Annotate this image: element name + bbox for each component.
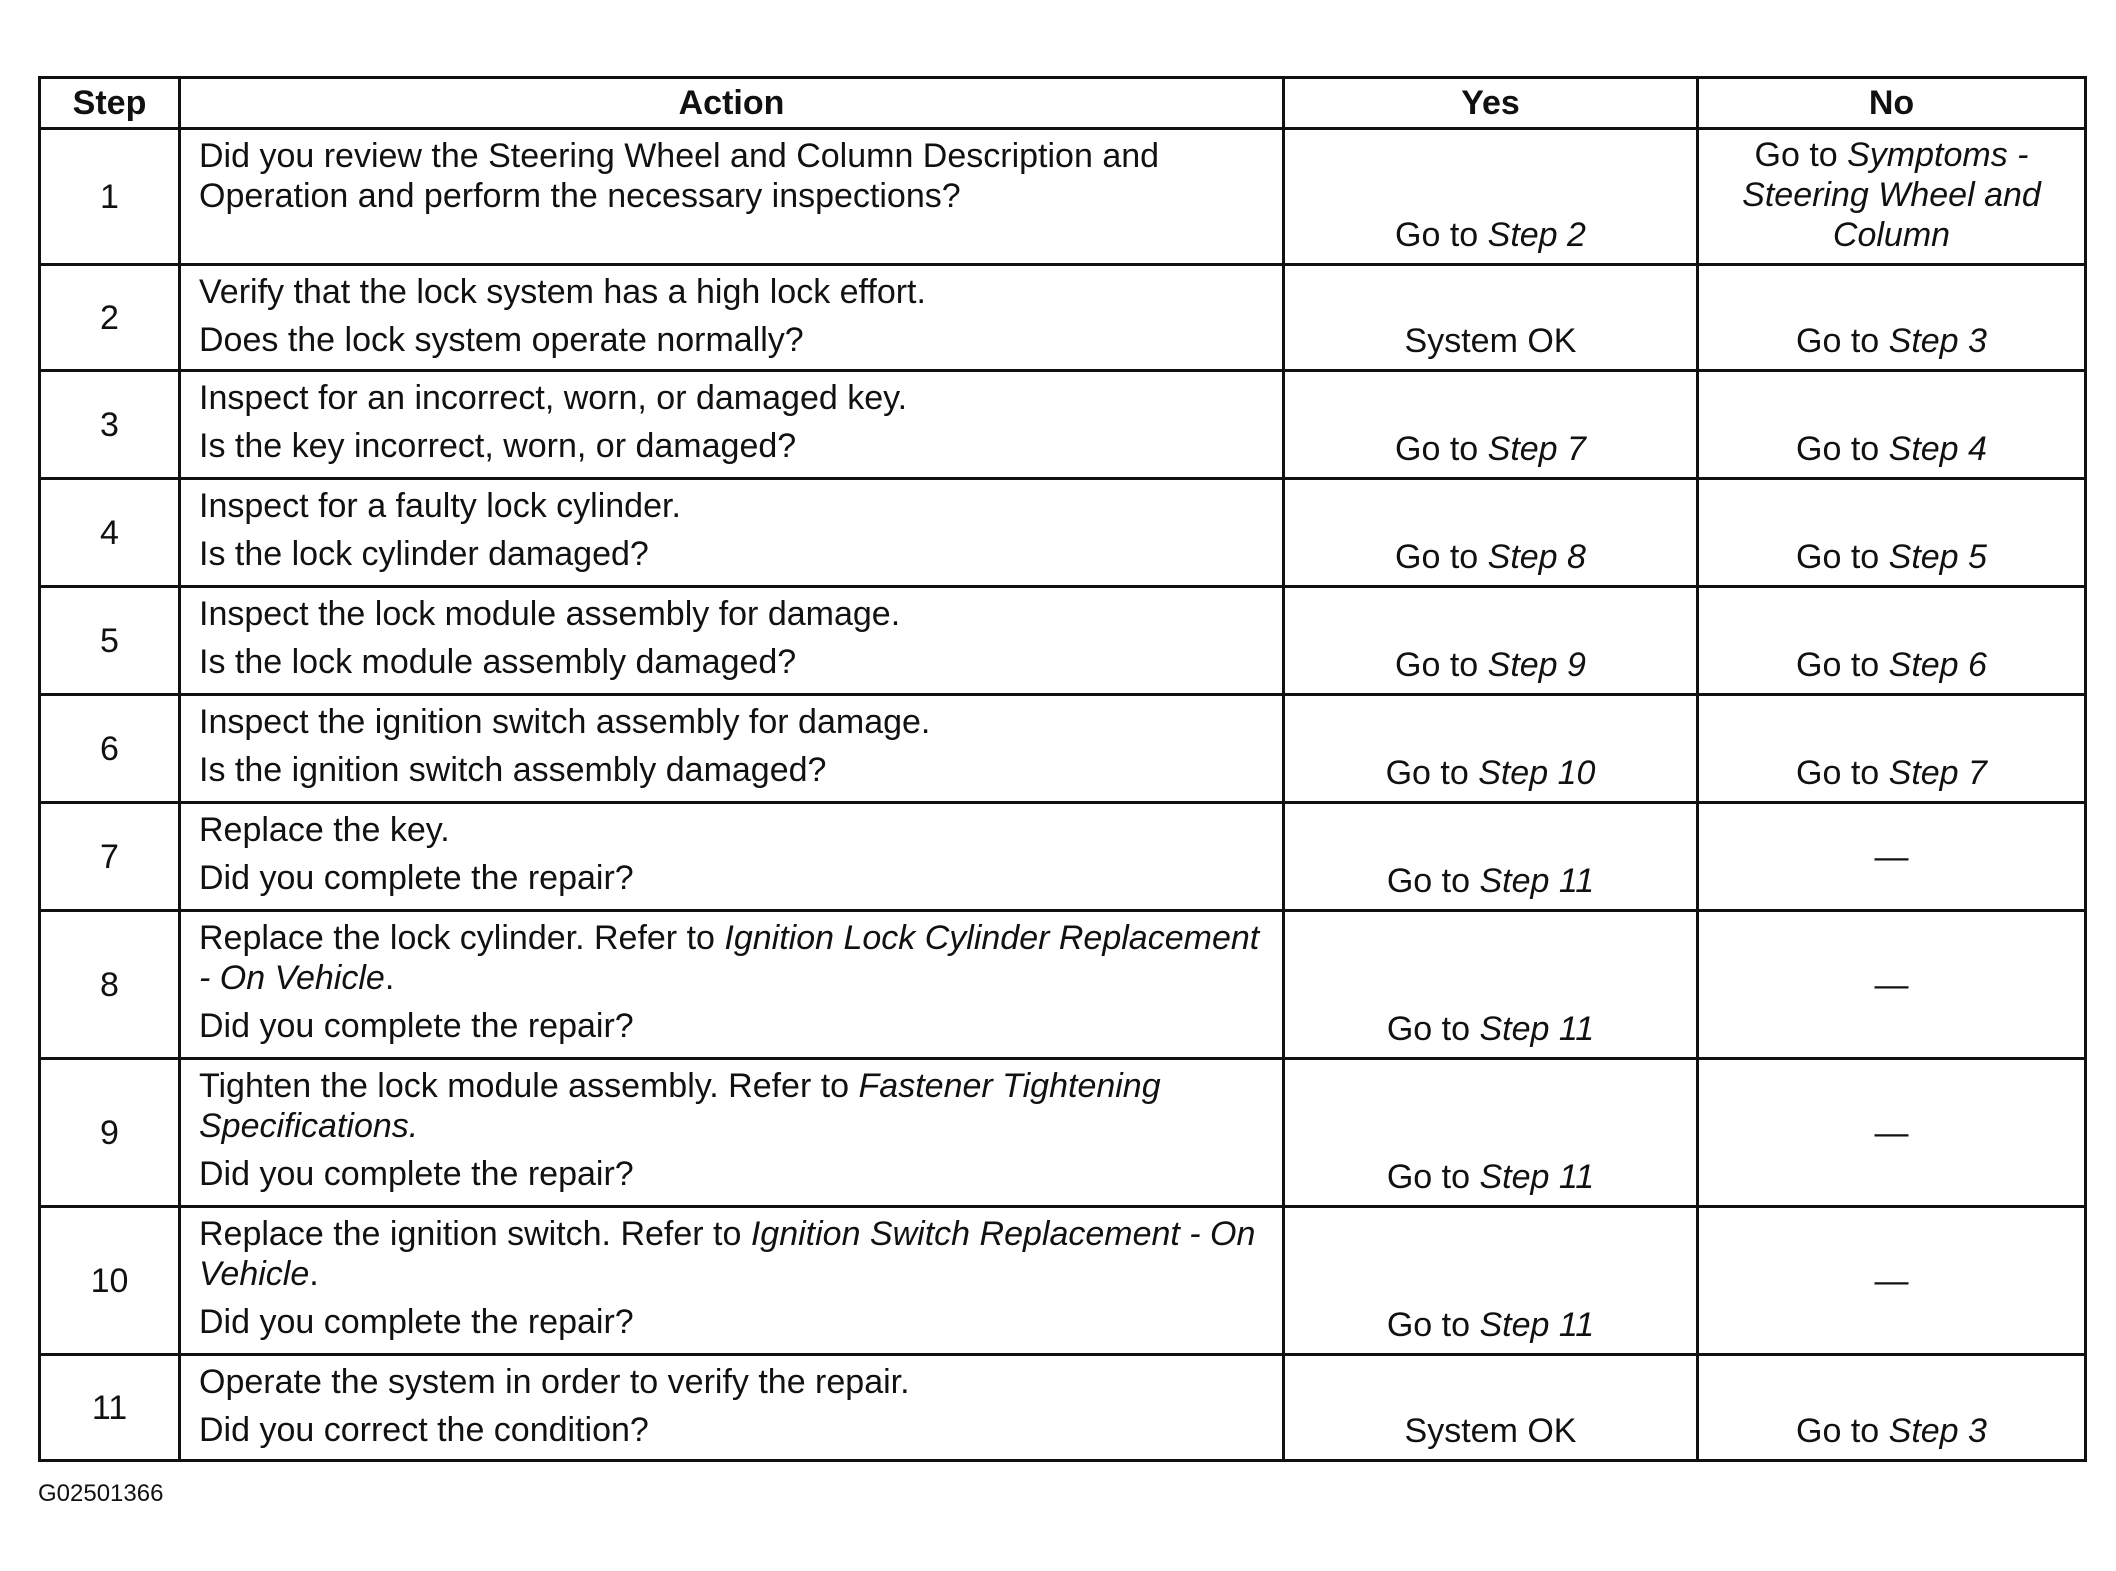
text-segment: Is the lock cylinder damaged? (199, 535, 649, 573)
no-result (1698, 587, 2086, 695)
step-number: 10 (40, 1207, 180, 1355)
step-number: 8 (40, 911, 180, 1059)
text-segment: Inspect for an incorrect, worn, or damaged key. (199, 379, 908, 417)
action-cell (180, 1355, 1284, 1461)
action-instruction (199, 810, 1270, 850)
table-row (40, 129, 2086, 265)
text-segment: Go to (1386, 1306, 1480, 1344)
table-row (40, 911, 2086, 1059)
text-segment: Did you complete the repair? (199, 1155, 634, 1193)
step-number: 5 (40, 587, 180, 695)
text-segment: Go to (1395, 646, 1488, 684)
text-segment: Did you complete the repair? (199, 859, 634, 897)
yes-result (1284, 1207, 1698, 1355)
header-row (40, 78, 2086, 129)
action-cell (180, 1207, 1284, 1355)
action-instruction (199, 272, 1270, 312)
yes-result (1284, 479, 1698, 587)
step-number: 4 (40, 479, 180, 587)
text-segment: Inspect the ignition switch assembly for damage. (199, 703, 931, 741)
no-result (1698, 129, 2086, 265)
table-row (40, 265, 2086, 371)
text-segment: Go to (1386, 1158, 1480, 1196)
action-question (199, 858, 1270, 898)
text-segment: Is the ignition switch assembly damaged? (199, 751, 827, 789)
reference-text: Symptoms - Steering Wheel and Column (1742, 136, 2041, 254)
action-question (199, 1154, 1270, 1194)
text-segment: Did you complete the repair? (199, 1007, 634, 1045)
text-segment: Go to (1754, 136, 1848, 174)
step-number: 2 (40, 265, 180, 371)
text-segment: Did you correct the condition? (199, 1411, 649, 1449)
no-result (1698, 695, 2086, 803)
action-question (199, 1006, 1270, 1046)
yes-result (1284, 1059, 1698, 1207)
action-cell (180, 479, 1284, 587)
diagnostic-table (38, 76, 2087, 1462)
step-number: 7 (40, 803, 180, 911)
text-segment: Go to (1386, 1010, 1480, 1048)
action-cell (180, 695, 1284, 803)
no-result (1698, 1207, 2086, 1355)
yes-result (1284, 911, 1698, 1059)
text-segment: Inspect the lock module assembly for damage. (199, 595, 901, 633)
reference-text: Step 11 (1479, 1158, 1595, 1196)
reference-text: Step 10 (1478, 754, 1596, 792)
reference-text: Step 7 (1487, 430, 1586, 468)
text-segment: Replace the lock cylinder. Refer to (199, 919, 725, 957)
action-cell (180, 1059, 1284, 1207)
yes-result (1284, 265, 1698, 371)
no-result (1698, 479, 2086, 587)
action-instruction (199, 1362, 1270, 1402)
action-instruction (199, 378, 1270, 418)
text-segment: — (1874, 1261, 1909, 1300)
action-instruction (199, 136, 1270, 216)
table-row (40, 1059, 2086, 1207)
header-no: No (1698, 78, 2086, 129)
no-result (1698, 265, 2086, 371)
no-result (1698, 911, 2086, 1059)
table-row (40, 1207, 2086, 1355)
text-segment: Go to (1395, 430, 1488, 468)
action-question (199, 1302, 1270, 1342)
text-segment: System OK (1404, 1412, 1577, 1450)
text-segment: Go to (1796, 646, 1889, 684)
reference-text: Step 11 (1479, 862, 1595, 900)
reference-text: Step 4 (1888, 430, 1987, 468)
reference-text: Step 2 (1487, 216, 1586, 254)
action-cell (180, 587, 1284, 695)
table-row (40, 479, 2086, 587)
table-body (40, 129, 2086, 1461)
table-row (40, 1355, 2086, 1461)
no-result (1698, 1059, 2086, 1207)
text-segment: — (1874, 1113, 1909, 1152)
action-cell (180, 803, 1284, 911)
header-action: Action (180, 78, 1284, 129)
action-instruction (199, 702, 1270, 742)
text-segment: Go to (1385, 754, 1479, 792)
action-question (199, 750, 1270, 790)
text-segment: Inspect for a faulty lock cylinder. (199, 487, 681, 525)
reference-text: Step 5 (1888, 538, 1987, 576)
no-result (1698, 371, 2086, 479)
text-segment: Did you review the Steering Wheel and Column Description and Operation and perform the necessary inspections? (199, 137, 1160, 215)
text-segment: Replace the ignition switch. Refer to (199, 1215, 751, 1253)
action-instruction (199, 918, 1270, 998)
yes-result (1284, 371, 1698, 479)
reference-text: Step 3 (1888, 1412, 1987, 1450)
action-cell (180, 265, 1284, 371)
text-segment: Did you complete the repair? (199, 1303, 634, 1341)
step-number: 11 (40, 1355, 180, 1461)
reference-text: Step 11 (1479, 1306, 1595, 1344)
reference-text: Step 8 (1487, 538, 1586, 576)
action-question (199, 642, 1270, 682)
action-cell (180, 371, 1284, 479)
reference-text: Step 11 (1479, 1010, 1595, 1048)
text-segment: Operate the system in order to verify the repair. (199, 1363, 910, 1401)
step-number: 9 (40, 1059, 180, 1207)
text-segment: Does the lock system operate normally? (199, 321, 804, 359)
action-instruction (199, 1214, 1270, 1294)
step-number: 1 (40, 129, 180, 265)
action-cell (180, 129, 1284, 265)
text-segment: . (384, 959, 395, 997)
yes-result (1284, 695, 1698, 803)
table-row (40, 371, 2086, 479)
text-segment: Go to (1386, 862, 1480, 900)
text-segment: Is the lock module assembly damaged? (199, 643, 797, 681)
table-row (40, 695, 2086, 803)
yes-result (1284, 587, 1698, 695)
text-segment: Go to (1395, 216, 1488, 254)
text-segment: Replace the key. (199, 811, 450, 849)
reference-text: Step 6 (1888, 646, 1987, 684)
action-instruction (199, 594, 1270, 634)
reference-text: Ignition Switch Replacement - On Vehicle (199, 1215, 1256, 1293)
text-segment: — (1874, 965, 1909, 1004)
action-cell (180, 911, 1284, 1059)
header-step: Step (40, 78, 180, 129)
reference-text: Step 9 (1487, 646, 1586, 684)
step-number: 3 (40, 371, 180, 479)
reference-text: Step 3 (1888, 322, 1987, 360)
no-result (1698, 1355, 2086, 1461)
text-segment: Go to (1796, 1412, 1889, 1450)
text-segment: Go to (1796, 430, 1889, 468)
text-segment: Is the key incorrect, worn, or damaged? (199, 427, 797, 465)
reference-text: Ignition Lock Cylinder Replacement - On Vehicle (199, 919, 1260, 997)
text-segment: Verify that the lock system has a high lock effort. (199, 273, 926, 311)
header-yes: Yes (1284, 78, 1698, 129)
action-question (199, 426, 1270, 466)
action-instruction (199, 486, 1270, 526)
text-segment: Go to (1796, 754, 1889, 792)
action-question (199, 320, 1270, 360)
text-segment: Go to (1395, 538, 1488, 576)
table-row (40, 587, 2086, 695)
action-question (199, 1410, 1270, 1450)
action-question (199, 534, 1270, 574)
reference-text: Fastener Tightening Specifications. (199, 1067, 1161, 1145)
text-segment: Go to (1796, 322, 1889, 360)
action-instruction (199, 1066, 1270, 1146)
step-number: 6 (40, 695, 180, 803)
text-segment: . (309, 1255, 319, 1293)
text-segment: Tighten the lock module assembly. Refer to (199, 1067, 859, 1105)
yes-result (1284, 803, 1698, 911)
yes-result (1284, 129, 1698, 265)
text-segment: Go to (1796, 538, 1889, 576)
text-segment: System OK (1404, 322, 1577, 360)
table-row (40, 803, 2086, 911)
text-segment: — (1874, 837, 1909, 876)
figure-code: G02501366 (38, 1480, 164, 1507)
reference-text: Step 7 (1888, 754, 1987, 792)
no-result (1698, 803, 2086, 911)
yes-result (1284, 1355, 1698, 1461)
